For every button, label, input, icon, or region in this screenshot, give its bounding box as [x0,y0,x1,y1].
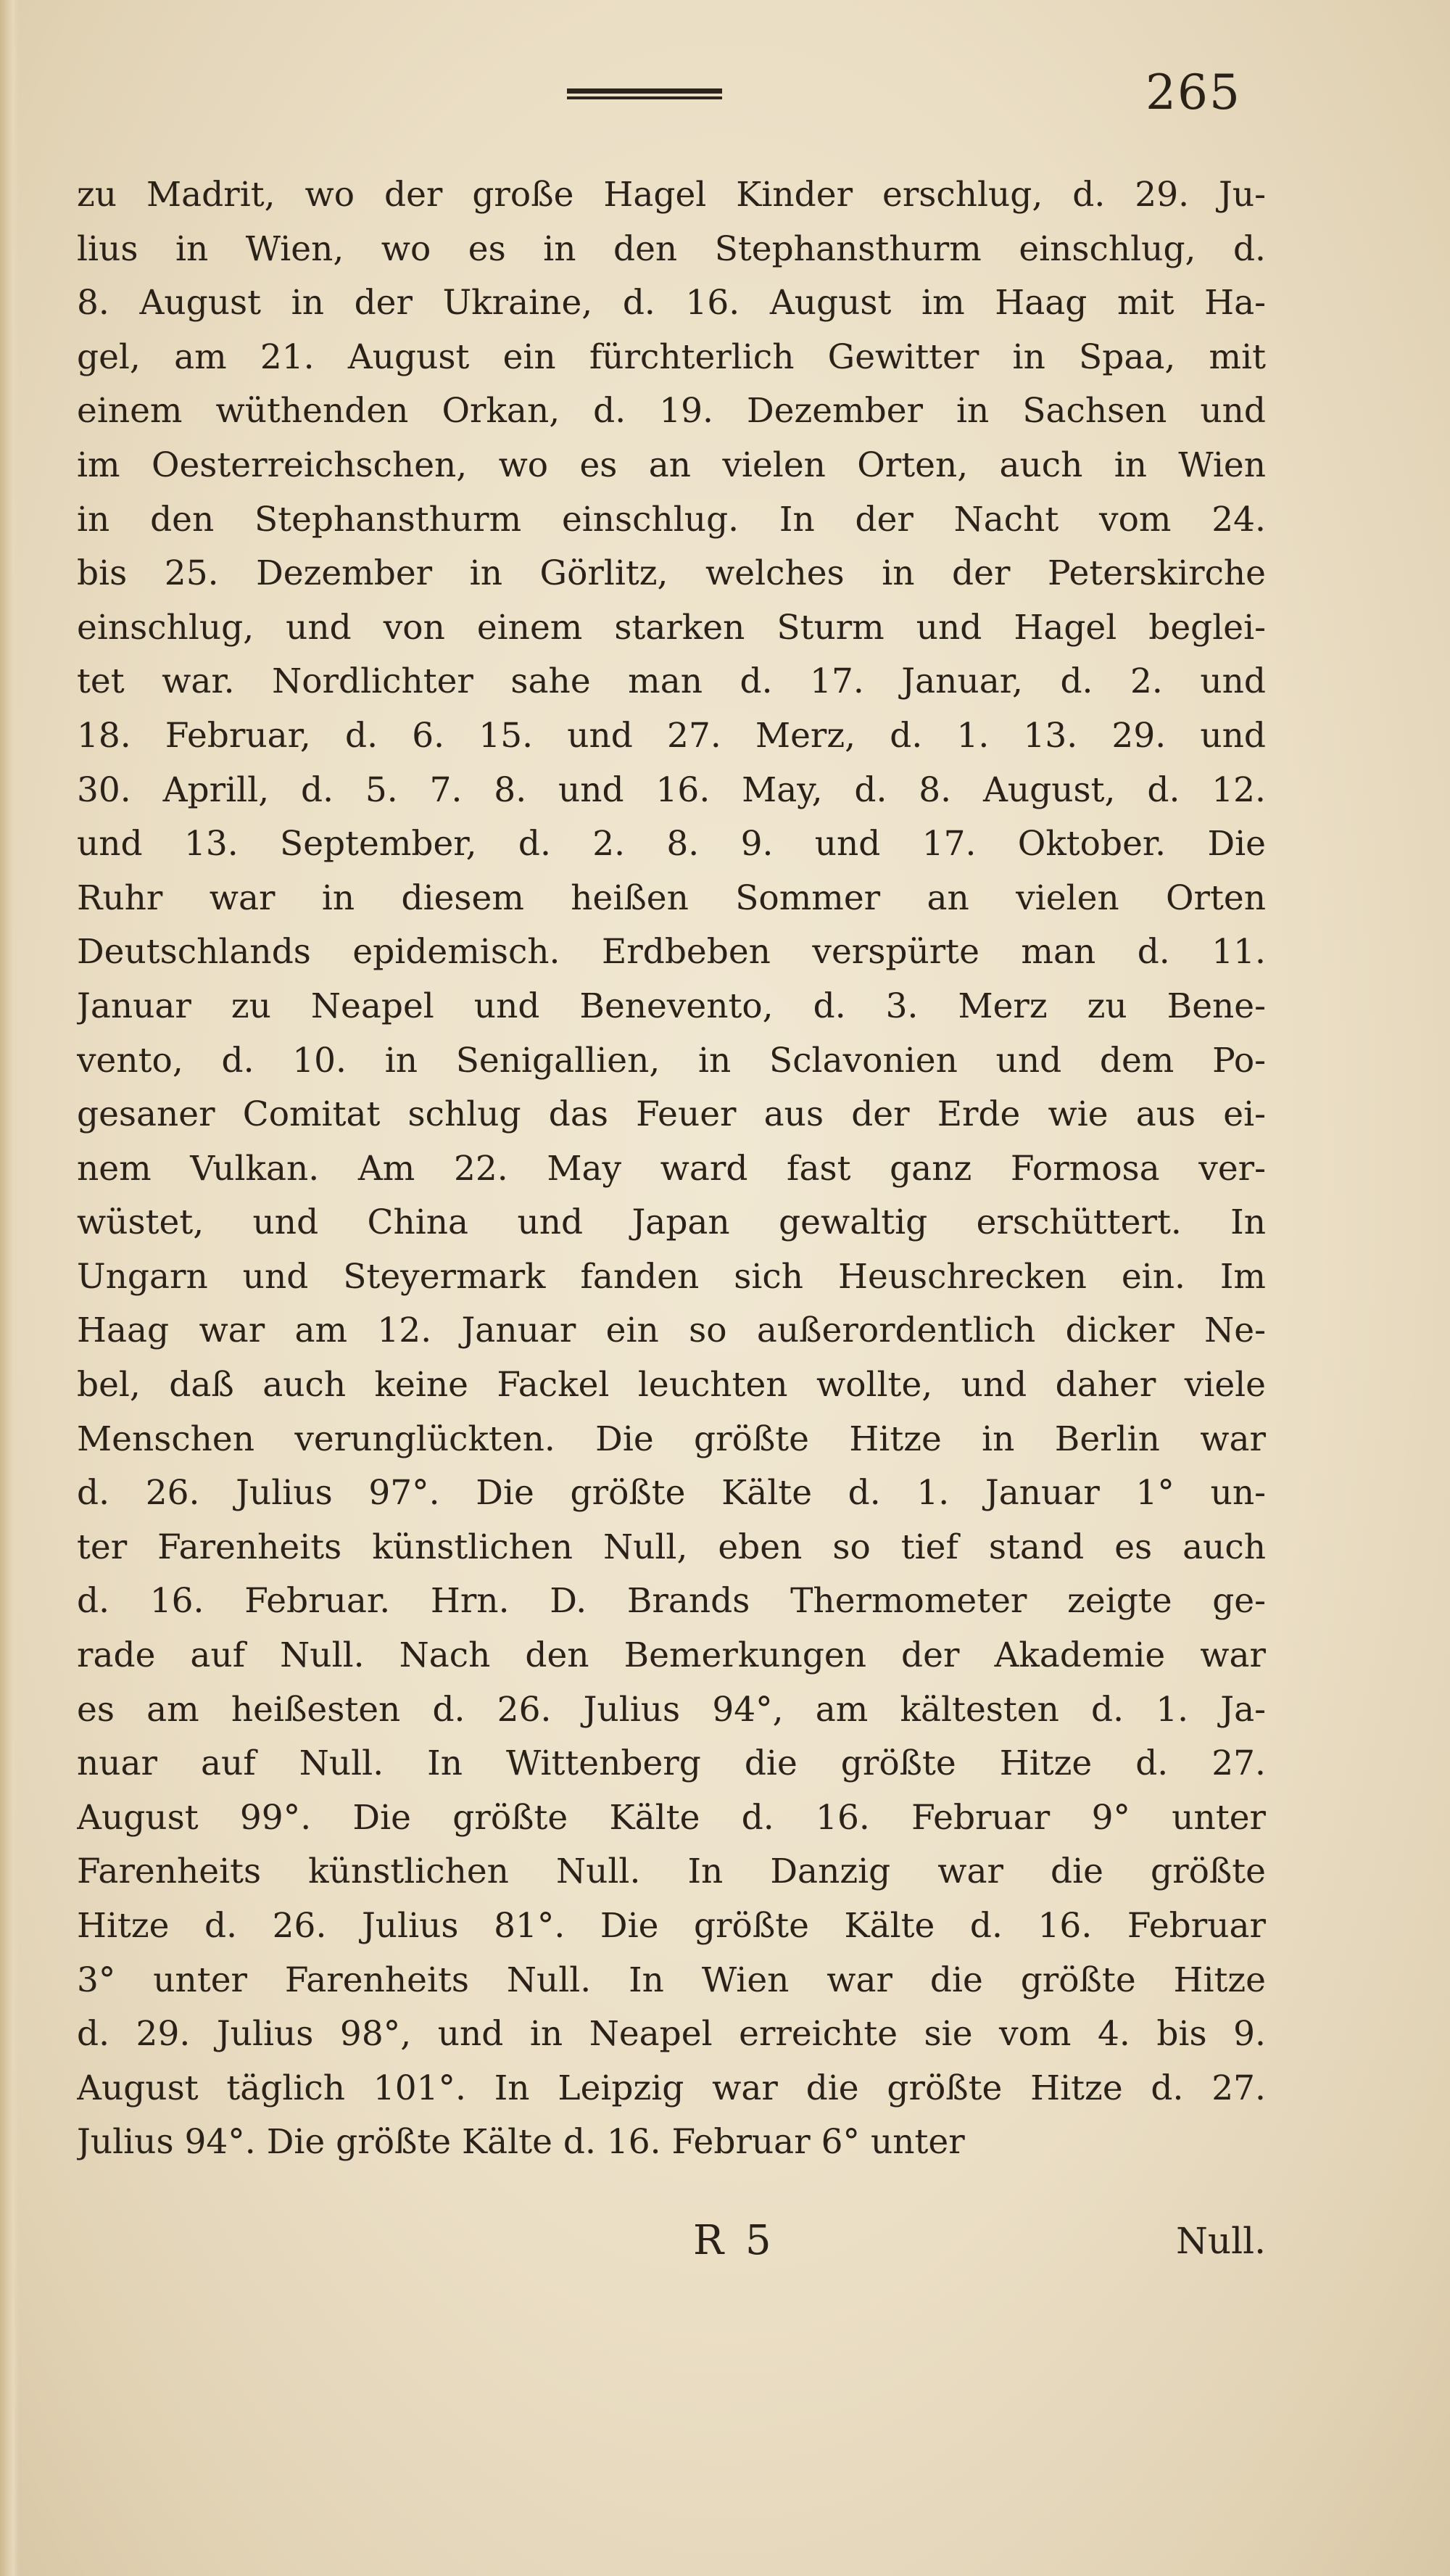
text-line: d. 16. Februar. Hrn. D. Brands Thermometer zeigte ge- [77,1581,1266,1622]
text-line: im Oesterreichschen, wo es an vielen Orten, auch in Wien [77,445,1266,485]
signature-mark: R 5 [693,2217,776,2264]
text-line: zu Madrit, wo der große Hagel Kinder erschlug, d. 29. Ju- [77,175,1266,215]
text-line: vento, d. 10. in Senigallien, in Sclavonien und dem Po- [77,1040,1266,1081]
text-line: einem wüthenden Orkan, d. 19. Dezember in Sachsen und [77,391,1266,432]
text-line: wüstet, und China und Japan gewaltig erschüttert. In [77,1202,1266,1243]
text-line: Farenheits künstlichen Null. In Danzig war die größte [77,1852,1266,1892]
text-line: gel, am 21. August ein fürchterlich Gewitter in Spaa, mit [77,337,1266,377]
text-line: tet war. Nordlichter sahe man d. 17. Januar, d. 2. und [77,661,1266,702]
header-ornament-rule [567,88,722,102]
text-line: lius in Wien, wo es in den Stephansthurm einschlug, d. [77,228,1266,269]
header-rule-thick [567,88,722,94]
text-line: Hitze d. 26. Julius 81°. Die größte Kälte d. 16. Februar [77,1906,1266,1946]
page-number: 265 [1146,65,1241,120]
text-line: ter Farenheits künstlichen Null, eben so tief stand es auch [77,1527,1266,1567]
text-line: gesaner Comitat schlug das Feuer aus der Erde wie aus ei- [77,1094,1266,1135]
body-text [77,168,1266,2170]
text-line: Deutschlands epidemisch. Erdbeben verspürte man d. 11. [77,932,1266,973]
text-line: August täglich 101°. In Leipzig war die größte Hitze d. 27. [77,2068,1266,2108]
text-line: Januar zu Neapel und Benevento, d. 3. Merz zu Bene- [77,986,1266,1026]
text-line: 8. August in der Ukraine, d. 16. August im Haag mit Ha- [77,283,1266,323]
text-line: Ungarn und Steyermark fanden sich Heuschrecken ein. Im [77,1256,1266,1297]
text-line: es am heißesten d. 26. Julius 94°, am kältesten d. 1. Ja- [77,1689,1266,1730]
text-line: nuar auf Null. In Wittenberg die größte Hitze d. 27. [77,1743,1266,1784]
text-line: rade auf Null. Nach den Bemerkungen der Akademie war [77,1635,1266,1676]
text-line: und 13. September, d. 2. 8. 9. und 17. Oktober. Die [77,824,1266,864]
text-line: einschlug, und von einem starken Sturm und Hagel beglei- [77,607,1266,648]
text-line: Haag war am 12. Januar ein so außerordentlich dicker Ne- [77,1310,1266,1351]
text-line: Menschen verunglückten. Die größte Hitze in Berlin war [77,1419,1266,1459]
text-line: d. 26. Julius 97°. Die größte Kälte d. 1. Januar 1° un- [77,1473,1266,1514]
text-line: Ruhr war in diesem heißen Sommer an vielen Orten [77,878,1266,918]
text-line: 30. Aprill, d. 5. 7. 8. und 16. May, d. 8. August, d. 12. [77,769,1266,810]
text-line: Julius 94°. Die größte Kälte d. 16. Februar 6° unter [77,2122,965,2163]
text-line: bis 25. Dezember in Görlitz, welches in der Peterskirche [77,553,1266,594]
header-rule-thin [567,96,722,99]
text-line: nem Vulkan. Am 22. May ward fast ganz Formosa ver- [77,1148,1266,1189]
catchword: Null. [1176,2220,1266,2262]
page-footer [77,2212,1266,2270]
text-line: in den Stephansthurm einschlug. In der Nacht vom 24. [77,499,1266,540]
text-line: 18. Februar, d. 6. 15. und 27. Merz, d. 1. 13. 29. und [77,715,1266,756]
page-edge-shadow [0,0,19,2576]
text-line: d. 29. Julius 98°, und in Neapel erreichte sie vom 4. bis 9. [77,2014,1266,2055]
text-line: August 99°. Die größte Kälte d. 16. Februar 9° unter [77,1797,1266,1838]
text-line: bel, daß auch keine Fackel leuchten wollte, und daher viele [77,1365,1266,1405]
text-line: 3° unter Farenheits Null. In Wien war die größte Hitze [77,1960,1266,2000]
